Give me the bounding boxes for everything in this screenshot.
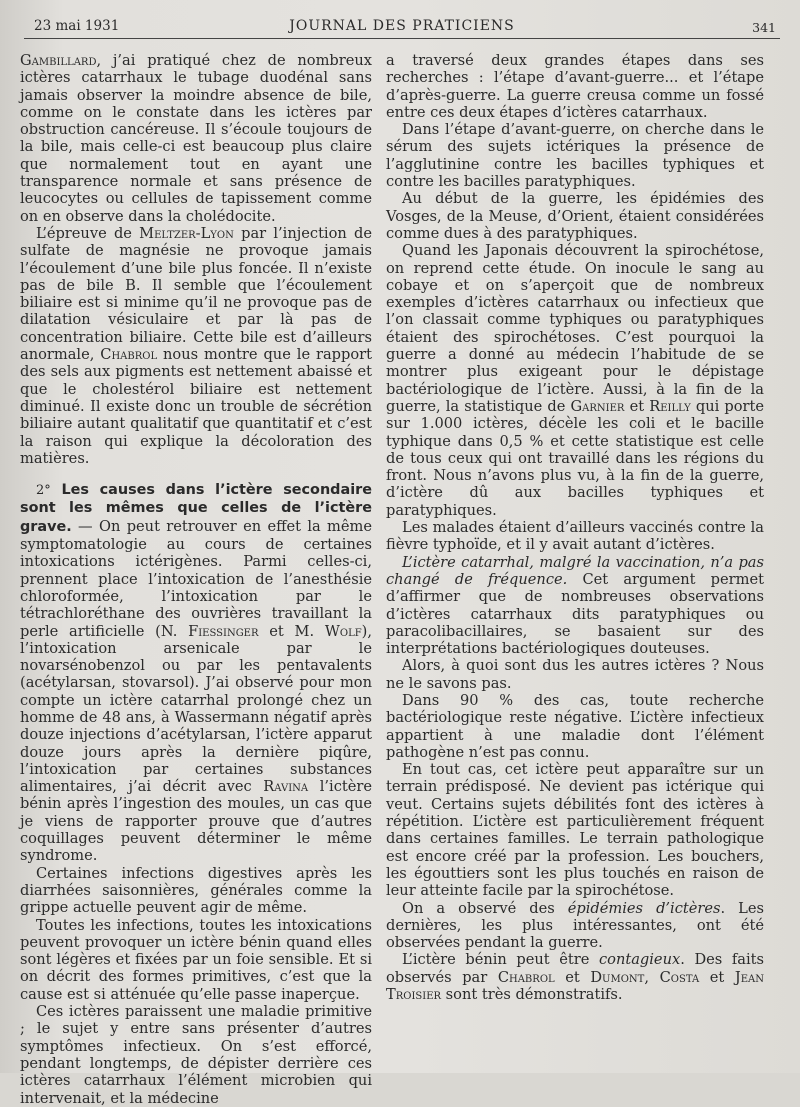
paragraph: L’ictère catarrhal, malgré la vaccination, n’a pas changé de fréquence. Cet argument permet d’affirmer que de nombreuses observations d’ictères catarrhaux dits paratyphiques ou paracolibacillaires, se basaient sur des interprétations bactériologiques douteuses. — [386, 553, 764, 658]
paragraph: Dans l’étape d’avant-guerre, on cherche dans le sérum des sujets ictériques la présence de l’agglutinine contre les bacilles typhiques et contre les bacilles paratyphiques. — [386, 121, 764, 191]
left-column — [20, 52, 372, 1107]
section-title: Les causes dans l’ictère secondaire sont les mêmes que celles de l’ictère grave. — [20, 482, 372, 535]
author-name: Fiessinger — [188, 622, 259, 640]
paragraph: Ces ictères paraissent une maladie primitive ; le sujet y entre sans présenter d’autres symptômes infectieux. On s’est efforcé, pendant longtemps, de dépister derrière ces ictères catarrhaux l’élément microbien qui intervenait, et la médecine — [20, 1003, 372, 1107]
page-number: 341 — [752, 20, 776, 35]
author-name: Jean Troisier — [386, 968, 764, 1004]
author-name: Dumont — [590, 968, 645, 986]
paragraph: En tout cas, cet ictère peut apparaître sur un terrain prédisposé. Ne devient pas ictérique qui veut. Certains sujets débilités font des ictères à répétition. L’ictère est particulièrement fréquent dans certaines familles. Le terrain pathologique est encore créé par la profession. Les bouchers, les égouttiers sont les plus touchés en raison de leur atteinte facile par la spirochétose. — [386, 761, 764, 900]
section-heading-paragraph: 2° Les causes dans l’ictère secondaire sont les mêmes que celles de l’ictère grave. — On peut retrouver en effet la même symptomatologie au cours de certaines intoxications ictérigènes. Parmi celles-ci, prennent place l’intoxication de l’anesthésie chloroformée, l’intoxication par le tétrachloréthane des ouvrières travaillant la perle artificielle (N. Fiessinger et M. Wolf), l’intoxication arsenicale par le novarsénobenzol ou par les pentavalents (acétylarsan, stovarsol). J’ai observé pour mon compte un ictère catarrhal prolongé chez un homme de 48 ans, à Wassermann négatif après douze injections d’acétylarsan, l’ictère apparut douze jours après la dernière piqûre, l’intoxication par certaines substances alimentaires, j’ai décrit avec Ravina l’ictère bénin après l’ingestion des moules, un cas que je viens de rapporter prouve que d’autres coquillages peuvent déterminer le même syndrome. — [20, 482, 372, 865]
author-name: Chabrol — [497, 968, 555, 986]
paragraph: Alors, à quoi sont dus les autres ictères ? Nous ne le savons pas. — [386, 657, 764, 692]
author-name: Ravina — [263, 778, 309, 796]
italic-term: épidémies d’ictères — [567, 899, 721, 917]
author-name: Meltzer-Lyon — [139, 224, 234, 242]
paragraph: L’épreuve de Meltzer-Lyon par l’injection de sulfate de magnésie ne provoque jamais l’écoulement d’une bile plus foncée. Il n’existe pas de bile B. Il semble que l’écoulement biliaire est si minime qu’il ne provoque pas de dilatation vésiculaire et par là pas de concentration biliaire. Cette bile est d’ailleurs anormale, Chabrol nous montre que le rapport des sels aux pigments est nettement abaissé et que le cholestérol biliaire est nettement diminué. Il existe donc un trouble de sécrétion biliaire autant qualitatif que quantitatif et c’est la raison qui explique la décoloration des matières. — [20, 224, 372, 467]
journal-title: JOURNAL DES PRATICIENS — [289, 18, 515, 34]
paragraph: Les malades étaient d’ailleurs vaccinés contre la fièvre typhoïde, et il y avait autant d’ictères. — [386, 519, 764, 554]
right-column — [386, 52, 764, 1003]
author-name: Gambillard — [20, 52, 97, 69]
section-number: 2° — [36, 483, 51, 499]
author-name: Garnier — [570, 397, 625, 415]
author-name: Chabrol — [100, 346, 158, 364]
paragraph: Certaines infections digestives après les diarrhées saisonnières, générales comme la grippe actuelle peuvent agir de même. — [20, 864, 372, 917]
paragraph: Gambillard, j’ai pratiqué chez de nombreux ictères catarrhaux le tubage duodénal sans jamais observer la moindre absence de bile, comme on le constate dans les ictères par obstruction cancéreuse. Il s’écoule toujours de la bile, mais celle-ci est beaucoup plus claire que normalement tout en ayant une transparence normale et sans présence de leucocytes ou cellules de tapissement comme on en observe dans la cholédocite. — [20, 52, 372, 225]
paragraph: L’ictère bénin peut être contagieux. Des faits observés par Chabrol et Dumont, Costa et Jean Troisier sont très démonstratifs. — [386, 951, 764, 1004]
author-name: Costa — [659, 968, 700, 986]
paragraph: Quand les Japonais découvrent la spirochétose, on reprend cette étude. On inocule le sang au cobaye et on s’aperçoit que de nombreux exemples d’ictères catarrhaux ou infectieux que l’on classait comme typhiques ou paratyphiques étaient des spirochétoses. C’est pourquoi la guerre a donné au médecin l’habitude de se montrer plus exigeant pour le dépistage bactériologique de l’ictère. Aussi, à la fin de la guerre, la statistique de Garnier et Reilly qui porte sur 1.000 ictères, décèle les coli et le bacille typhique dans 0,5 % et cette statistique est celle de tous ceux qui ont travaillé dans les régions du front. Nous n’avons plus vu, à la fin de la guerre, d’ictère dû aux bacilles typhiques et paratyphiques. — [386, 242, 765, 519]
paragraph: Dans 90 % des cas, toute recherche bactériologique reste négative. L’ictère infectieux appartient à une maladie dont l’élément pathogène n’est pas connu. — [386, 691, 764, 761]
paragraph: a traversé deux grandes étapes dans ses recherches : l’étape d’avant-guerre... et l’étape d’après-guerre. La guerre creusa comme un fossé entre ces deux étapes d’ictères catarrhaux. — [386, 52, 764, 121]
italic-term: contagieux — [599, 951, 681, 969]
paragraph: Toutes les infections, toutes les intoxications peuvent provoquer un ictère bénin quand elles sont légères et fixées par un foie sensible. Et si on décrit des formes primitives, c’est que la cause est si atténuée qu’elle passe inaperçue. — [20, 916, 372, 1003]
italic-statement: L’ictère catarrhal, malgré la vaccination, n’a pas changé de fréquence. — [386, 553, 764, 588]
author-name: Wolf — [324, 622, 362, 640]
paragraph: Au début de la guerre, les épidémies des Vosges, de la Meuse, d’Orient, étaient considérées comme dues à des paratyphiques. — [386, 190, 764, 242]
running-header — [24, 14, 780, 39]
issue-date: 23 mai 1931 — [34, 18, 120, 34]
paragraph: On a observé des épidémies d’ictères. Les dernières, les plus intéressantes, ont été observées pendant la guerre. — [386, 899, 764, 952]
author-name: Reilly — [649, 397, 691, 415]
